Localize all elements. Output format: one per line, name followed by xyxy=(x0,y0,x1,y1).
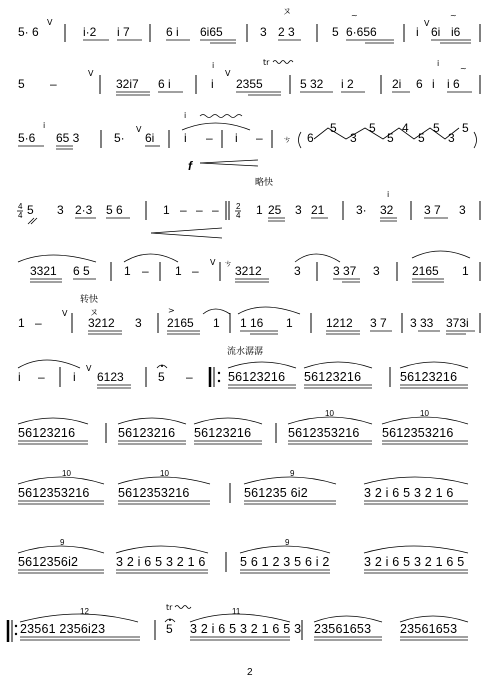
note: 5 xyxy=(462,121,469,135)
line-11 xyxy=(8,603,468,642)
note-group: 1212 xyxy=(326,316,353,330)
note-group: 6 xyxy=(416,77,423,91)
tuplet-number: 12 xyxy=(80,607,89,616)
breath-mark: V xyxy=(47,18,53,27)
note: 5 xyxy=(433,121,440,135)
time-sig-top: 4 xyxy=(18,202,23,211)
dash: – xyxy=(35,316,42,330)
note-group: i 7 xyxy=(117,25,130,39)
accent-mark: > xyxy=(168,306,175,315)
note-group: 5612353216 xyxy=(382,426,454,440)
dynamic-forte: f xyxy=(188,159,192,173)
tuplet-number: 9 xyxy=(285,538,290,547)
note-group: 5· 6 xyxy=(18,25,39,39)
note-group: 5612353216 xyxy=(288,426,360,440)
note-group: 3 2 i 6 5 3 2 1 6 5 xyxy=(364,555,465,569)
note-group: 3· xyxy=(356,203,367,217)
note-group: 21 xyxy=(311,203,325,217)
note-group: 2165 xyxy=(412,264,439,278)
line-6 xyxy=(18,293,480,334)
note-group: 23561 2356i23 xyxy=(20,622,106,636)
time-sig-bottom: 4 xyxy=(18,211,23,220)
tuplet-number: 10 xyxy=(325,409,334,418)
tuplet-number: 10 xyxy=(160,469,169,478)
slur xyxy=(18,255,96,262)
note-group: 5612353216 xyxy=(18,486,90,500)
decrescendo-line xyxy=(151,228,222,233)
note-group: 3 2 i 6 5 3 2 1 6 5 3 xyxy=(190,622,302,636)
note-group: 3 2 i 6 5 3 2 1 6 xyxy=(116,555,206,569)
note-group: 6 i xyxy=(158,77,171,91)
note: 5 xyxy=(330,121,337,135)
tuplet-number: 10 xyxy=(62,469,71,478)
note-group: 56123216 xyxy=(400,370,458,384)
note-group: i xyxy=(18,370,21,384)
ornament-mark: ㄘ xyxy=(283,135,291,144)
note-group: i·2 xyxy=(83,25,97,39)
trill-wave xyxy=(200,115,242,118)
trill-mark: tr xyxy=(263,58,270,67)
note-group: i xyxy=(235,131,238,145)
phrase-close xyxy=(474,132,477,148)
note-group: 1 xyxy=(163,203,170,217)
note-group: 56123216 xyxy=(228,370,286,384)
line-5 xyxy=(18,251,480,282)
breath-mark: V xyxy=(88,69,94,78)
grace-note: i xyxy=(184,111,187,120)
dash: – xyxy=(192,264,199,278)
note-group: 2355 xyxy=(236,77,263,91)
note-group: 3 xyxy=(294,264,301,278)
note-group: 32 xyxy=(380,203,394,217)
note-group: 1 xyxy=(256,203,263,217)
note-group: 3 2 i 6 5 3 2 1 6 xyxy=(364,486,454,500)
note-group: 3 xyxy=(260,25,267,39)
note-group: 6i xyxy=(145,131,155,145)
note-group: 56123216 xyxy=(194,426,252,440)
note-group: 5 32 xyxy=(300,77,324,91)
note-group: 2·3 xyxy=(75,203,93,217)
note-group: 5 xyxy=(166,622,173,636)
line-2 xyxy=(18,58,480,95)
tuplet-number: 9 xyxy=(60,538,65,547)
breath-mark: V xyxy=(136,125,142,134)
time-sig-top: 2 xyxy=(236,202,241,211)
note-group: 3 xyxy=(373,264,380,278)
breath-mark: V xyxy=(424,19,430,28)
dash: – xyxy=(142,264,149,278)
slur xyxy=(203,309,230,314)
note-group: 1 xyxy=(286,316,293,330)
note: 3 xyxy=(448,131,455,145)
line-10 xyxy=(18,538,468,573)
note-group: 3321 xyxy=(30,264,57,278)
note-group: 1 16 xyxy=(240,316,264,330)
note-group: 32i7 xyxy=(116,77,139,91)
note-group: 23561653 xyxy=(400,622,458,636)
note: 6 xyxy=(307,131,314,145)
note-group: 2165 xyxy=(167,316,194,330)
note-group: 56123216 xyxy=(304,370,362,384)
line-7 xyxy=(18,345,468,388)
note-group: 65 3 xyxy=(56,131,80,145)
note: 4 xyxy=(402,121,409,135)
breath-mark: V xyxy=(210,258,216,267)
note: 5 xyxy=(418,131,425,145)
line-9 xyxy=(18,469,468,504)
note-group: 3 xyxy=(459,203,466,217)
tempo-marking: 流水潺潺 xyxy=(227,347,264,357)
note-group: 5612356i2 xyxy=(18,555,79,569)
note-group: 3 xyxy=(57,203,64,217)
slur xyxy=(18,360,80,368)
note-group: 6 5 xyxy=(73,264,90,278)
dash: – xyxy=(180,203,187,217)
tuplet-number: 10 xyxy=(420,409,429,418)
crescendo-line xyxy=(200,163,258,166)
dash: – xyxy=(212,203,219,217)
trill-wave xyxy=(273,61,293,64)
tempo-marking: 转快 xyxy=(80,295,99,305)
slur xyxy=(295,254,340,262)
note: 3 xyxy=(350,131,357,145)
grace-note: i xyxy=(387,190,390,199)
note-group: 6i xyxy=(431,25,441,39)
note-group: 561235 6i2 xyxy=(244,486,308,500)
note-group: i xyxy=(432,77,435,91)
note-group: i xyxy=(73,370,76,384)
note-group: 5 xyxy=(27,203,34,217)
note-group: 25 xyxy=(268,203,282,217)
tempo-marking: 略快 xyxy=(255,178,274,188)
slur xyxy=(182,123,250,130)
breath-mark: V xyxy=(62,309,68,318)
mordent-mark: ヌ xyxy=(283,7,291,16)
note-group: 56123216 xyxy=(118,426,176,440)
note-group: 5 xyxy=(158,370,165,384)
decrescendo-line xyxy=(151,233,222,238)
phrase-open xyxy=(299,132,302,148)
note-group: 3212 xyxy=(235,264,262,278)
grace-note: i xyxy=(437,59,440,68)
note-group: 5 6 1 2 3 5 6 i 2 xyxy=(240,555,330,569)
tuplet-number: 9 xyxy=(290,469,295,478)
grace-note: i xyxy=(212,61,215,70)
note: 5 xyxy=(387,131,394,145)
note-group: 1 xyxy=(124,264,131,278)
dash: – xyxy=(196,203,203,217)
note-group: 23561653 xyxy=(314,622,372,636)
note-group: 2i xyxy=(392,77,402,91)
note-group: 5·6 xyxy=(18,131,36,145)
note-group: 56123216 xyxy=(18,426,76,440)
line-4 xyxy=(17,176,480,238)
tuplet-number: 11 xyxy=(232,607,241,616)
note-group: i xyxy=(211,77,214,91)
ornament-mark: ㄘ xyxy=(224,259,232,268)
slur xyxy=(238,307,300,314)
note-group: i 6 xyxy=(447,77,460,91)
line-3 xyxy=(18,111,477,173)
note-group: 3 37 xyxy=(333,264,357,278)
page-number: 2 xyxy=(247,667,253,678)
note-group: 1 xyxy=(462,264,469,278)
dash: – xyxy=(256,131,263,145)
crescendo-line xyxy=(200,160,258,163)
note-group: 5 xyxy=(18,77,25,91)
note-group: 2 3 xyxy=(278,25,295,39)
note-group: 6123 xyxy=(97,370,124,384)
note-group: 1 xyxy=(213,316,220,330)
note-group: 1 xyxy=(175,264,182,278)
dash: – xyxy=(186,370,193,384)
grace-note: i xyxy=(43,121,46,130)
dash: – xyxy=(206,131,213,145)
line-8 xyxy=(18,409,468,444)
trill-mark: tr xyxy=(166,603,173,612)
turn-mark: ~ xyxy=(460,64,467,73)
line-1 xyxy=(18,7,480,43)
note-group: i xyxy=(184,131,187,145)
dash: – xyxy=(50,77,57,91)
note-group: 3 7 xyxy=(424,203,441,217)
note-group: 5 xyxy=(332,25,339,39)
breath-mark: V xyxy=(225,69,231,78)
turn-mark: ~ xyxy=(351,11,358,20)
mordent-mark: ヌ xyxy=(90,308,98,317)
note-group: 3 xyxy=(135,316,142,330)
note-group: 373i xyxy=(446,316,469,330)
dash: – xyxy=(38,370,45,384)
note-group: 6 i xyxy=(166,25,179,39)
note-group: 3 7 xyxy=(370,316,387,330)
note-group: 1 xyxy=(18,316,25,330)
note-group: 3212 xyxy=(88,316,115,330)
note-group: 6·656 xyxy=(346,25,377,39)
turn-mark: ~ xyxy=(450,11,457,20)
note-group: 5 6 xyxy=(106,203,123,217)
note-group: 6i65 xyxy=(200,25,223,39)
note-group: 3 xyxy=(295,203,302,217)
note-group: i 2 xyxy=(341,77,354,91)
note: 5 xyxy=(369,121,376,135)
note-group: 5612353216 xyxy=(118,486,190,500)
breath-mark: V xyxy=(86,364,92,373)
trill-wave xyxy=(175,606,191,609)
slur xyxy=(124,254,178,262)
time-sig-bottom: 4 xyxy=(236,211,241,220)
note-group: 3 33 xyxy=(410,316,434,330)
note-group: 5· xyxy=(114,131,125,145)
slur xyxy=(412,251,470,258)
note-group: i6 xyxy=(451,25,461,39)
note-group: i xyxy=(416,25,419,39)
